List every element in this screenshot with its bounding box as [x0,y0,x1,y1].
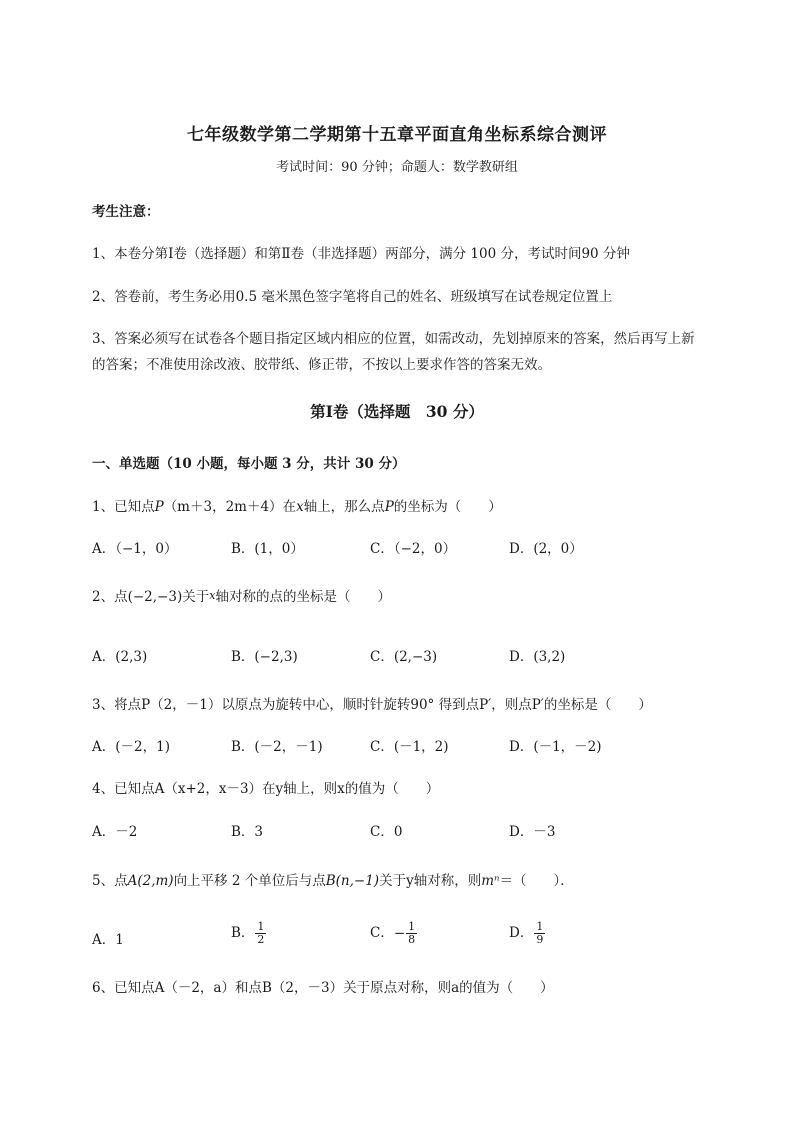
q3-option-a[interactable]: A．(－2，1) [92,739,170,755]
question-3: 3、将点P（2，－1）以原点为旋转中心，顺时针旋转90° 得到点P′，则点P′的坐标是（ ） [92,697,652,713]
q5-option-a[interactable]: A．1 [92,932,124,948]
exam-subtitle: 考试时间：90 分钟；命题人：数学教研组 [276,160,518,175]
q2-option-d[interactable]: D．(3,2) [509,649,566,665]
q1-option-d[interactable]: D．(2，0） [509,541,583,557]
q2-option-a[interactable]: A．(2,3) [92,649,148,665]
q4-option-c[interactable]: C．0 [370,824,403,840]
fraction: $\frac{1}{9}$ [536,920,544,946]
q3-option-c[interactable]: C．(－1，2) [370,739,449,755]
notice-item-3-line-2: 的答案；不准使用涂改液、胶带纸、修正带，不按以上要求作答的答案无效。 [92,357,551,373]
q5-option-d[interactable]: D． $\frac{1}{9}$ [509,920,544,946]
q5-option-b[interactable]: B． $\frac{1}{2}$ [231,920,265,946]
question-2: 2、点(−2,−3)关于x轴对称的点的坐标是（ ） [92,589,391,605]
q1-option-b[interactable]: B．(1，0） [231,541,304,557]
q2-option-c[interactable]: C．(2,−3) [370,649,438,665]
q5-option-c[interactable]: C．− $\frac{1}{8}$ [370,920,416,946]
part-heading: 一、单选题（10 小题，每小题 3 分，共计 30 分） [92,456,406,472]
q4-option-a[interactable]: A．－2 [92,824,138,840]
exam-title: 七年级数学第二学期第十五章平面直角坐标系综合测评 [187,125,607,145]
q3-option-b[interactable]: B．(－2，－1) [231,739,323,755]
q3-option-d[interactable]: D．(－1，－2) [509,739,602,755]
question-1: 1、已知点P（m＋3，2m＋4）在x轴上，那么点P的坐标为（ ） [92,499,502,515]
question-4: 4、已知点A（x+2，x－3）在y轴上，则x的值为（ ） [92,781,440,797]
q1-option-a[interactable]: A．（−1，0） [92,541,178,557]
question-6: 6、已知点A（－2，a）和点B（2，－3）关于原点对称，则a的值为（ ） [92,980,554,996]
notice-item-3-line-1: 3、答案必须写在试卷各个题目指定区域内相应的位置，如需改动，先划掉原来的答案，然后再写上新 [92,331,695,347]
question-5: 5、点A(2,m)向上平移 2 个单位后与点B(n,−1)关于y轴对称，则mⁿ＝（ ）． [92,873,574,889]
q1-option-c[interactable]: C．（−2，0） [370,541,457,557]
q2-option-b[interactable]: B．(−2,3) [231,649,298,665]
notice-heading: 考生注意： [92,204,160,220]
q4-option-b[interactable]: B．3 [231,824,264,840]
notice-item-2: 2、答卷前，考生务必用0.5 毫米黑色签字笔将自己的姓名、班级填写在试卷规定位置上 [92,289,613,305]
fraction: $\frac{1}{2}$ [257,920,265,946]
notice-item-1: 1、本卷分第Ⅰ卷（选择题）和第Ⅱ卷（非选择题）两部分，满分 100 分，考试时间90 分钟 [92,246,630,262]
q4-option-d[interactable]: D．－3 [509,824,556,840]
fraction: $\frac{1}{8}$ [408,920,416,946]
section-title: 第Ⅰ卷（选择题 30 分） [310,402,484,421]
